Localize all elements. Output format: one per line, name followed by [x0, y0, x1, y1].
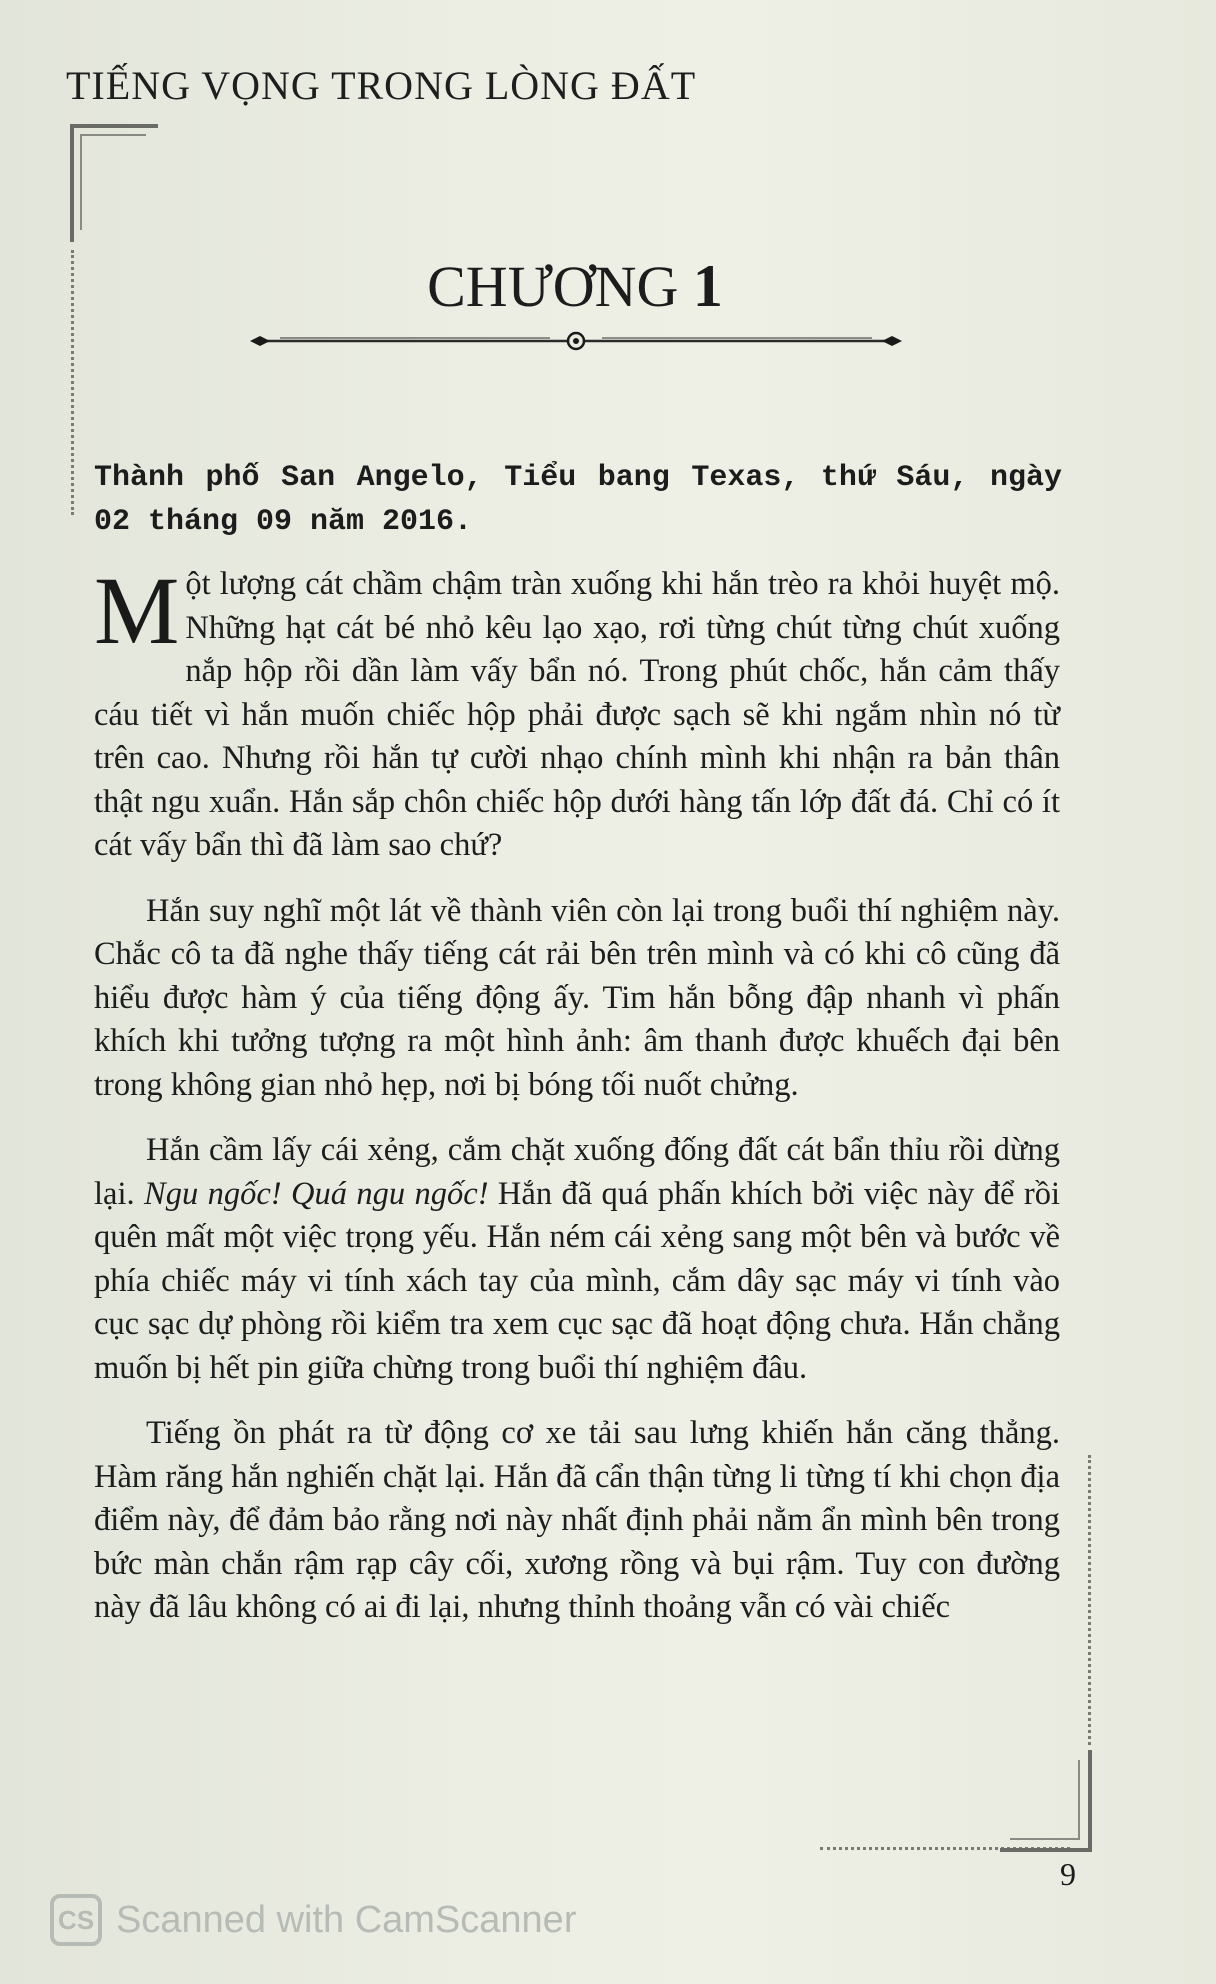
camscanner-watermark — [50, 1890, 576, 1950]
frame-corner-top-left — [70, 124, 158, 128]
frame-corner-bottom-right — [1000, 1848, 1092, 1852]
frame-corner-bottom-right-vertical — [1088, 1750, 1092, 1850]
paragraph-3 — [94, 1129, 1060, 1390]
frame-inner-bottom-right-vertical — [1078, 1760, 1080, 1840]
paragraph-1-text: ột lượng cát chầm chậm tràn xuống khi hắn trèo ra khỏi huyệt mộ. Những hạt cát bé nhỏ kêu lạo xạo, rơi từng chút từng chút xuống nắp hộp rồi dần làm vấy bẩn nó. Trong phút chốc, hắn cảm thấy cáu tiết vì hắn muốn chiếc hộp phải được sạch sẽ khi ngắm nhìn nó từ trên cao. Nhưng rồi hắn tự cười nhạo chính mình khi nhận ra bản thân thật ngu xuẩn. Hắn sắp chôn chiếc hộp dưới hàng tấn lớp đất đá. Chỉ có ít cát vấy bẩn thì đã làm sao chứ? — [94, 566, 1060, 863]
camscanner-logo-icon: CS — [50, 1894, 102, 1946]
frame-corner-top-left-vertical — [70, 124, 74, 242]
chapter-number: 1 — [692, 253, 723, 319]
chapter-word: CHƯƠNG — [427, 254, 679, 319]
frame-inner-top-left — [80, 134, 146, 136]
dateline: Thành phố San Angelo, Tiểu bang Texas, thứ Sáu, ngày 02 tháng 09 năm 2016. — [94, 461, 1062, 539]
running-title: TIẾNG VỌNG TRONG LÒNG ĐẤT — [66, 63, 697, 108]
watermark-text: Scanned with CamScanner — [116, 1898, 577, 1941]
frame-inner-bottom-right — [1010, 1838, 1080, 1840]
paragraph-3-start: Hắn cầm lấy cái xẻng, cắm chặt xuống đống đất cát bẩn thỉu rồi dừng lại. — [94, 1132, 1060, 1212]
frame-dotted-right — [1088, 1455, 1091, 1745]
paragraph-1 — [94, 557, 1060, 868]
drop-cap: M — [94, 557, 180, 664]
paragraph-3-italic: Ngu ngốc! Quá ngu ngốc! — [144, 1175, 489, 1212]
page-number: 9 — [1060, 1856, 1076, 1892]
body-text — [94, 557, 1060, 1652]
chapter-ornament-divider — [250, 328, 902, 354]
frame-inner-top-left-vertical — [80, 134, 82, 230]
paragraph-4: Tiếng ồn phát ra từ động cơ xe tải sau lưng khiến hắn căng thẳng. Hàm răng hắn nghiến chặt lại. Hắn đã cẩn thận từng li từng tí khi chọn địa điểm này, để đảm bảo rằng nơi này nhất định phải nằm ẩn mình bên trong bức màn chắn rậm rạp cây cối, xương rồng và bụi rậm. Tuy con đường này đã lâu không có ai đi lại, nhưng thỉnh thoảng vẫn có vài chiếc — [94, 1415, 1060, 1625]
chapter-heading — [0, 252, 1150, 321]
paragraph-3-end: Hắn đã quá phấn khích bởi việc này để rồi quên mất một việc trọng yếu. Hắn ném cái xẻng sang một bên và bước về phía chiếc máy vi tính xách tay của mình, cắm dây sạc máy vi tính vào cục sạc dự phòng rồi kiểm tra xem cục sạc đã hoạt động chưa. Hắn chẳng muốn bị hết pin giữa chừng trong buổi thí nghiệm đâu. — [94, 1175, 1060, 1386]
paragraph-2: Hắn suy nghĩ một lát về thành viên còn lại trong buổi thí nghiệm này. Chắc cô ta đã nghe thấy tiếng cát rải bên trên mình và có khi cô cũng đã hiểu được hàm ý của tiếng động ấy. Tim hắn bỗng đập nhanh vì phấn khích khi tưởng tượng ra một hình ảnh: âm thanh được khuếch đại bên trong không gian nhỏ hẹp, nơi bị bóng tối nuốt chửng. — [94, 892, 1060, 1103]
